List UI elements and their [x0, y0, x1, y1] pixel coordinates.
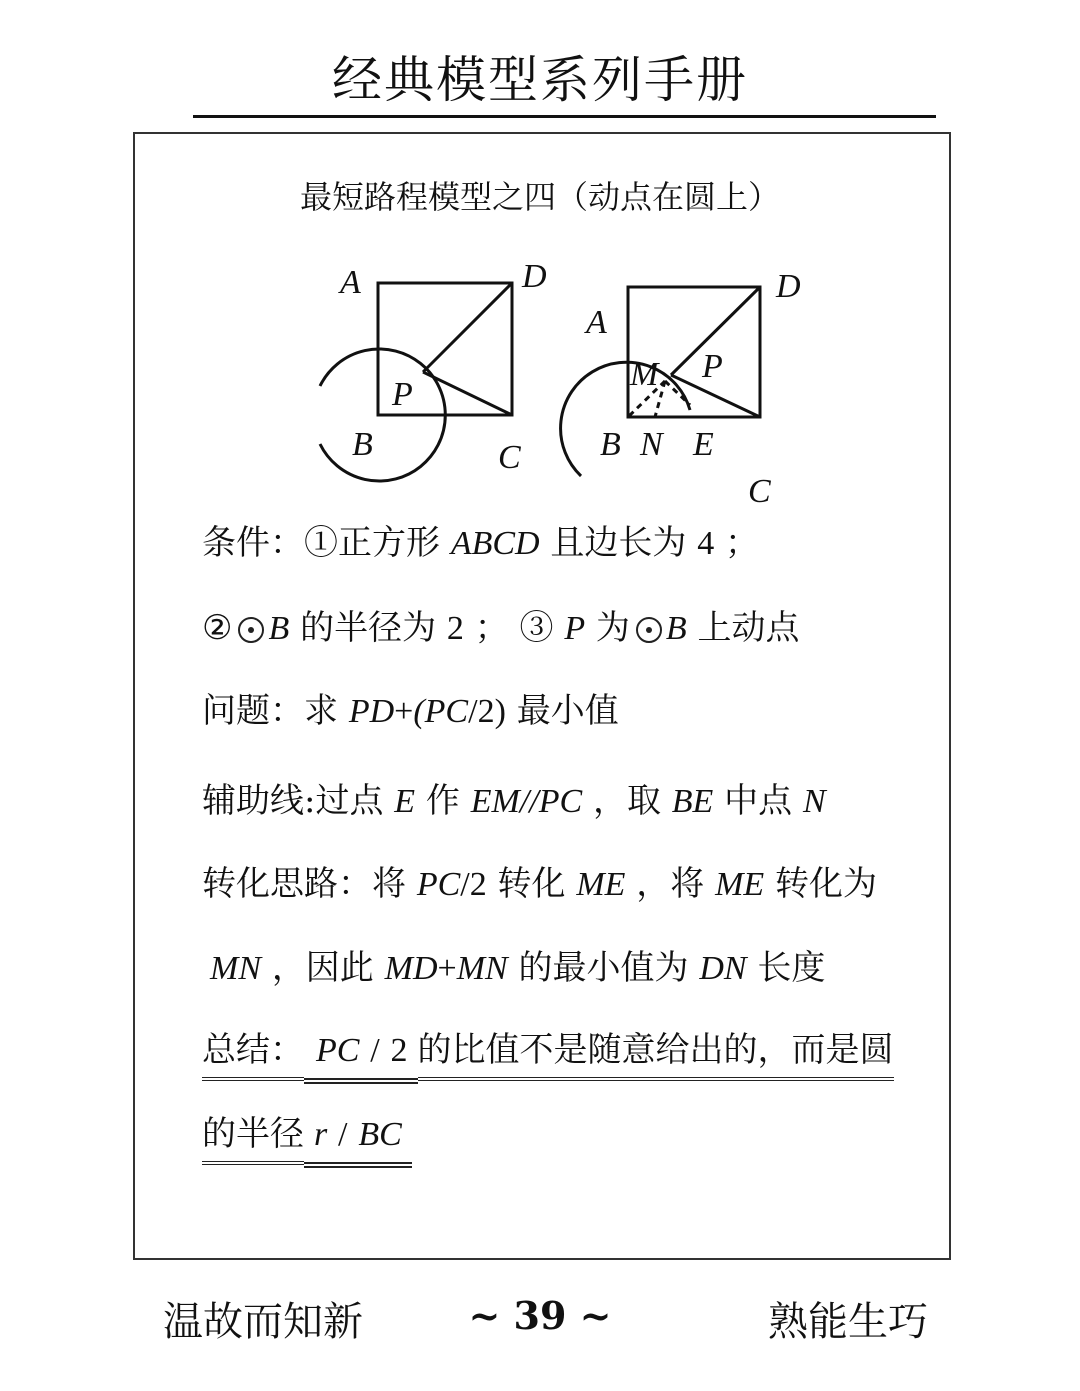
approach-thus: ，因此 [271, 948, 374, 988]
square-name: ABCD [450, 525, 540, 562]
summary-two: 2 [390, 1032, 408, 1069]
parallel-symbol: // [519, 783, 539, 820]
side-length-value: 4 [697, 525, 715, 562]
right-label-n: N [640, 426, 663, 463]
approach-minof: 的最小值为 [518, 948, 689, 988]
segment-em: EM [470, 783, 520, 820]
summary-r: r [314, 1116, 328, 1153]
summary-slash: / [370, 1032, 380, 1069]
expr-pc: (PC [413, 693, 469, 730]
condition-3-prefix: ③ [519, 608, 554, 648]
condition-1-prefix: ①正方形 [304, 523, 440, 563]
approach-two: 2 [469, 866, 487, 903]
left-label-p: P [392, 376, 413, 413]
approach-me-2: ME [715, 866, 765, 903]
condition-1-end: ； [725, 523, 760, 563]
question-line [202, 683, 619, 732]
approach-plus: + [437, 950, 457, 987]
condition-1-mid: 且边长为 [550, 523, 687, 563]
circle-center-b: B [268, 610, 290, 647]
approach-line-2 [210, 940, 825, 989]
approach-line-1 [202, 856, 877, 905]
approach-md: MD [384, 950, 438, 987]
left-segment-pd [423, 283, 512, 372]
point-n: N [802, 783, 826, 820]
radius-value: 2 [446, 610, 464, 647]
approach-length: 长度 [757, 948, 826, 988]
right-label-b: B [600, 426, 621, 463]
circle-symbol-icon [238, 617, 264, 643]
footer-right-motto: 熟能生巧 [768, 1299, 928, 1345]
segment-pc: PC [538, 783, 583, 820]
left-label-d: D [522, 258, 547, 295]
circle-center-b-2: B [665, 610, 687, 647]
conditions-label: 条件： [202, 523, 304, 563]
summary-text-1: 的比值不是随意给出的，而是圆 [418, 1022, 894, 1081]
segment-be: BE [671, 783, 714, 820]
summary-label: 总结： [202, 1022, 304, 1081]
expr-plus: + [394, 693, 414, 730]
approach-slash: / [460, 866, 470, 903]
right-label-d: D [776, 268, 801, 305]
approach-to-2: 转化为 [774, 864, 877, 904]
right-label-a: A [586, 304, 607, 341]
auxiliary-line [202, 773, 826, 822]
condition-2-sep: ； [474, 608, 509, 648]
left-label-b: B [352, 426, 373, 463]
section-title: 最短路程模型之四（动点在圆上） [299, 178, 780, 216]
condition-3-mid: 为 [595, 608, 630, 648]
circle-symbol-icon [636, 617, 662, 643]
summary-line-1 [202, 1022, 894, 1084]
left-segment-pc [423, 372, 512, 415]
auxiliary-make: 作 [425, 781, 460, 821]
footer-left-motto: 温故而知新 [163, 1299, 363, 1345]
condition-2-prefix: ② [202, 608, 233, 648]
approach-mn-2: MN [456, 950, 508, 987]
auxiliary-take: ，取 [592, 781, 661, 821]
geometry-figure [300, 255, 820, 515]
approach-label: 转化思路：将 [202, 864, 406, 904]
expr-slash: / [468, 693, 478, 730]
left-label-a: A [340, 264, 361, 301]
approach-me-1: ME [576, 866, 626, 903]
approach-to-1: 转化 [497, 864, 566, 904]
auxiliary-label: 辅助线:过点 [202, 781, 384, 821]
question-suffix: 最小值 [516, 691, 619, 731]
summary-bc: BC [358, 1116, 402, 1153]
auxiliary-mid: 中点 [724, 781, 793, 821]
moving-point-p: P [564, 610, 586, 647]
summary-ratio [304, 1030, 418, 1084]
summary-line-2 [202, 1106, 412, 1168]
right-label-m: M [630, 356, 659, 393]
page-number: ~ 39 ~ [468, 1293, 612, 1338]
right-circle-b [561, 362, 690, 476]
summary-r-slash: / [338, 1116, 348, 1153]
summary-radius-ratio [304, 1114, 412, 1168]
header-rule [193, 115, 936, 118]
point-e: E [394, 783, 416, 820]
approach-dn: DN [699, 950, 747, 987]
right-label-e: E [693, 426, 714, 463]
approach-mn-1: MN [210, 950, 261, 987]
right-label-c: C [748, 473, 771, 510]
expr-two: 2) [477, 693, 506, 730]
condition-line-1 [202, 515, 759, 564]
condition-3-end: 上动点 [697, 608, 800, 648]
manual-title: 经典模型系列手册 [332, 51, 748, 109]
condition-line-2 [202, 600, 800, 649]
summary-text-2: 的半径 [202, 1106, 304, 1165]
left-figure [320, 283, 512, 481]
summary-pc: PC [316, 1032, 360, 1069]
question-label: 问题：求 [202, 691, 338, 731]
condition-2-mid: 的半径为 [300, 608, 437, 648]
expr-pd: PD [348, 693, 395, 730]
approach-pc: PC [416, 866, 461, 903]
right-label-p: P [702, 348, 723, 385]
approach-will: ，将 [636, 864, 705, 904]
left-label-c: C [498, 439, 521, 476]
